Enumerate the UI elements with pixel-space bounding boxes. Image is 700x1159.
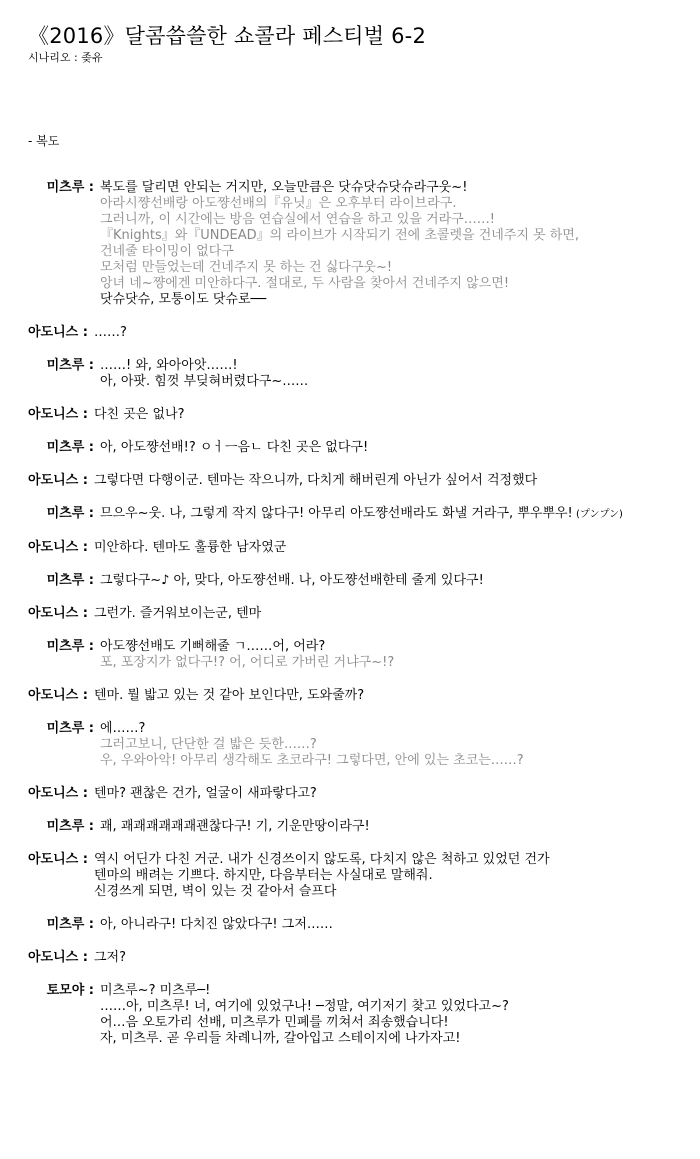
dialogue-line-text: ……! 와, 와아아앗……! bbox=[100, 358, 238, 373]
speaker-name: 토모야 : bbox=[46, 983, 94, 998]
dialogue-line-text: 우, 우와아악! 아무리 생각해도 초코라구! 그렇다면, 안에 있는 초코는……? bbox=[100, 753, 524, 768]
dialogue-entry bbox=[0, 917, 700, 933]
dialogue-entry bbox=[0, 506, 700, 523]
dialogue-line-text: 자, 미츠루. 곧 우리들 차례니까, 갈아입고 스테이지에 나가자고! bbox=[100, 1031, 461, 1046]
speaker-name: 아도니스 : bbox=[28, 688, 88, 703]
scenario-credit: 시나리오 : 좆유 bbox=[28, 51, 103, 64]
dialogue-line bbox=[100, 983, 700, 999]
dialogue-line bbox=[100, 196, 700, 212]
dialogue-lines bbox=[94, 407, 700, 423]
dialogue-line bbox=[100, 506, 700, 523]
dialogue-entry bbox=[0, 440, 700, 456]
dialogue-line-text: 아, 아도쨩선배!? ㅇㅓㅡ음ㄴ 다친 곳은 없다구! bbox=[100, 440, 369, 455]
dialogue-line-text: 어…음 오토가리 선배, 미츠루가 민폐를 끼쳐서 죄송했습니다! bbox=[100, 1015, 449, 1030]
dialogue-line bbox=[100, 292, 700, 308]
speaker-name: 아도니스 : bbox=[28, 540, 88, 555]
dialogue-lines bbox=[100, 358, 700, 390]
dialogue-line-aside: (プンプン) bbox=[572, 509, 623, 520]
dialogue-line bbox=[94, 688, 700, 704]
dialogue-line bbox=[94, 473, 700, 489]
dialogue-line bbox=[100, 573, 700, 589]
dialogue-entry bbox=[0, 688, 700, 704]
dialogue-line-text: ……아, 미츠루! 너, 여기에 있었구나! ─정말, 여기저기 찾고 있었다고~? bbox=[100, 999, 509, 1014]
speaker-name: 아도니스 : bbox=[28, 325, 88, 340]
dialogue-line-text: 모처럼 만들었는데 건네주지 못 하는 건 싫다구웃~! bbox=[100, 260, 393, 275]
dialogue-line-text: 그렇다면 다행이군. 텐마는 작으니까, 다치게 해버린게 아닌가 싶어서 걱정했다 bbox=[94, 473, 538, 488]
speaker-name: 미츠루 : bbox=[46, 721, 94, 736]
dialogue-entry bbox=[0, 407, 700, 423]
dialogue-line bbox=[94, 407, 700, 423]
dialogue-line-text: 미안하다. 텐마도 훌륭한 남자였군 bbox=[94, 540, 287, 555]
dialogue-line bbox=[94, 852, 700, 868]
dialogue-line-text: 텐마. 뭘 밟고 있는 것 같아 보인다만, 도와줄까? bbox=[94, 688, 365, 703]
dialogue-entry bbox=[0, 721, 700, 769]
dialogue-lines bbox=[94, 786, 700, 802]
dialogue-line bbox=[100, 917, 700, 933]
dialogue-line bbox=[100, 999, 700, 1015]
dialogue-line bbox=[100, 358, 700, 374]
dialogue-entry bbox=[0, 473, 700, 489]
speaker-name: 미츠루 : bbox=[46, 358, 94, 373]
dialogue-line bbox=[100, 655, 700, 671]
dialogue-line bbox=[100, 721, 700, 737]
dialogue-line-text: 복도를 달리면 안되는 거지만, 오늘만큼은 닷슈닷슈닷슈라구웃~! bbox=[100, 180, 468, 195]
dialogue-line-text: 그저? bbox=[94, 950, 127, 965]
speaker-name: 아도니스 : bbox=[28, 606, 88, 621]
dialogue-line bbox=[94, 884, 700, 900]
dialogue-line bbox=[94, 540, 700, 556]
dialogue-lines bbox=[100, 819, 700, 835]
dialogue-line-text: 그렇다구~♪ 아, 맞다, 아도쨩선배. 나, 아도쨩선배한테 줄게 있다구! bbox=[100, 573, 484, 588]
document-title: 《2016》달콤씁쓸한 쇼콜라 페스티벌 6-2 bbox=[28, 24, 426, 48]
speaker-name: 아도니스 : bbox=[28, 407, 88, 422]
speaker-name: 미츠루 : bbox=[46, 819, 94, 834]
dialogue-lines bbox=[94, 950, 700, 966]
dialogue-lines bbox=[100, 983, 700, 1047]
dialogue-line bbox=[100, 639, 700, 655]
dialogue-line bbox=[100, 228, 700, 244]
dialogue-line-text: 그러고보니, 단단한 걸 밟은 듯한……? bbox=[100, 737, 317, 752]
speaker-name: 미츠루 : bbox=[46, 506, 94, 521]
dialogue-lines bbox=[100, 917, 700, 933]
dialogue-line bbox=[94, 868, 700, 884]
dialogue-line-text: 아, 아팟. 힘껏 부딪혀버렸다구~…… bbox=[100, 374, 309, 389]
dialogue-line bbox=[100, 1015, 700, 1031]
dialogue-line bbox=[100, 819, 700, 835]
speaker-name: 미츠루 : bbox=[46, 917, 94, 932]
dialogue-lines bbox=[100, 721, 700, 769]
dialogue-entry bbox=[0, 819, 700, 835]
dialogue-line bbox=[100, 180, 700, 196]
dialogue-lines bbox=[100, 639, 700, 671]
scene-location: - 복도 bbox=[28, 134, 60, 148]
speaker-name: 아도니스 : bbox=[28, 786, 88, 801]
dialogue-line-text: 역시 어딘가 다친 거군. 내가 신경쓰이지 않도록, 다치지 않은 척하고 있었던 건가 bbox=[94, 852, 550, 867]
speaker-name: 미츠루 : bbox=[46, 180, 94, 195]
dialogue-line bbox=[94, 606, 700, 622]
dialogue-line-text: 그러니까, 이 시간에는 방음 연습실에서 연습을 하고 있을 거라구……! bbox=[100, 212, 495, 227]
dialogue-line-text: 신경쓰게 되면, 벽이 있는 것 같아서 슬프다 bbox=[94, 884, 337, 899]
dialogue-line-text: 건네줄 타이밍이 없다구 bbox=[100, 244, 234, 259]
speaker-name: 미츠루 : bbox=[46, 440, 94, 455]
dialogue-line bbox=[94, 786, 700, 802]
dialogue-entry bbox=[0, 852, 700, 900]
dialogue-line bbox=[100, 260, 700, 276]
speaker-name: 아도니스 : bbox=[28, 852, 88, 867]
dialogue-lines bbox=[100, 506, 700, 523]
dialogue-lines bbox=[94, 606, 700, 622]
dialogue-entry bbox=[0, 606, 700, 622]
dialogue-entry bbox=[0, 573, 700, 589]
dialogue-line-text: 아, 아니라구! 다치진 않았다구! 그저…… bbox=[100, 917, 333, 932]
dialogue-line bbox=[100, 753, 700, 769]
speaker-name: 아도니스 : bbox=[28, 473, 88, 488]
dialogue-line bbox=[94, 325, 700, 341]
dialogue-line bbox=[100, 244, 700, 260]
dialogue-lines bbox=[94, 325, 700, 341]
dialogue-line-text: 포, 포장지가 없다구!? 어, 어디로 가버린 거냐구~!? bbox=[100, 655, 395, 670]
dialogue-line-text: 그런가. 즐거워보이는군, 텐마 bbox=[94, 606, 262, 621]
dialogue-lines bbox=[100, 573, 700, 589]
dialogue-line-text: ……? bbox=[94, 325, 127, 340]
dialogue-line-text: 『Knights』와『UNDEAD』의 라이브가 시작되기 전에 초콜렛을 건네주지 못 하면, bbox=[100, 228, 579, 243]
dialogue-line-text: 아도쨩선배도 기뻐해줄 ㄱ……어, 어라? bbox=[100, 639, 326, 654]
dialogue-line-text: 텐마? 괜찮은 건가, 얼굴이 새파랗다고? bbox=[94, 786, 317, 801]
dialogue-line bbox=[94, 950, 700, 966]
dialogue-line bbox=[100, 737, 700, 753]
dialogue-lines bbox=[94, 852, 700, 900]
dialogue-line-text: 닷슈닷슈, 모퉁이도 닷슈로── bbox=[100, 292, 267, 307]
dialogue-line-text: 므으우~웃. 나, 그렇게 작지 않다구! 아무리 아도쨩선배라도 화낼 거라구, 뿌우뿌우! bbox=[100, 506, 573, 521]
dialogue-line bbox=[100, 1031, 700, 1047]
dialogue-entry bbox=[0, 358, 700, 390]
speaker-name: 미츠루 : bbox=[46, 573, 94, 588]
dialogue-entry bbox=[0, 950, 700, 966]
dialogue-entry bbox=[0, 540, 700, 556]
dialogue-entry bbox=[0, 180, 700, 308]
dialogue-lines bbox=[100, 180, 700, 308]
dialogue-line-text: 에……? bbox=[100, 721, 146, 736]
dialogue-lines bbox=[100, 440, 700, 456]
speaker-name: 아도니스 : bbox=[28, 950, 88, 965]
dialogue-line bbox=[100, 212, 700, 228]
dialogue-lines bbox=[94, 473, 700, 489]
dialogue-line-text: 미츠루~? 미츠루─! bbox=[100, 983, 211, 998]
dialogue-lines bbox=[94, 688, 700, 704]
speaker-name: 미츠루 : bbox=[46, 639, 94, 654]
dialogue-line bbox=[100, 374, 700, 390]
dialogue-line-text: 앙녀 네~쨩에겐 미안하다구. 절대로, 두 사람을 찾아서 건네주지 않으면! bbox=[100, 276, 510, 291]
dialogue-entry bbox=[0, 786, 700, 802]
dialogue-entry bbox=[0, 983, 700, 1047]
dialogue-entry bbox=[0, 325, 700, 341]
dialogue-line-text: 아라시쨩선배랑 아도쨩선배의『유닛』은 오후부터 라이브라구. bbox=[100, 196, 457, 211]
dialogue-entry bbox=[0, 639, 700, 671]
dialogue-line bbox=[100, 276, 700, 292]
dialogue-list bbox=[0, 180, 700, 1064]
dialogue-lines bbox=[94, 540, 700, 556]
dialogue-line bbox=[100, 440, 700, 456]
dialogue-line-text: 괘, 괘괘괘괘괘괘괜찮다구! 기, 기운만땅이라구! bbox=[100, 819, 370, 834]
dialogue-line-text: 다친 곳은 없나? bbox=[94, 407, 185, 422]
dialogue-line-text: 텐마의 배려는 기쁘다. 하지만, 다음부터는 사실대로 말해줘. bbox=[94, 868, 433, 883]
